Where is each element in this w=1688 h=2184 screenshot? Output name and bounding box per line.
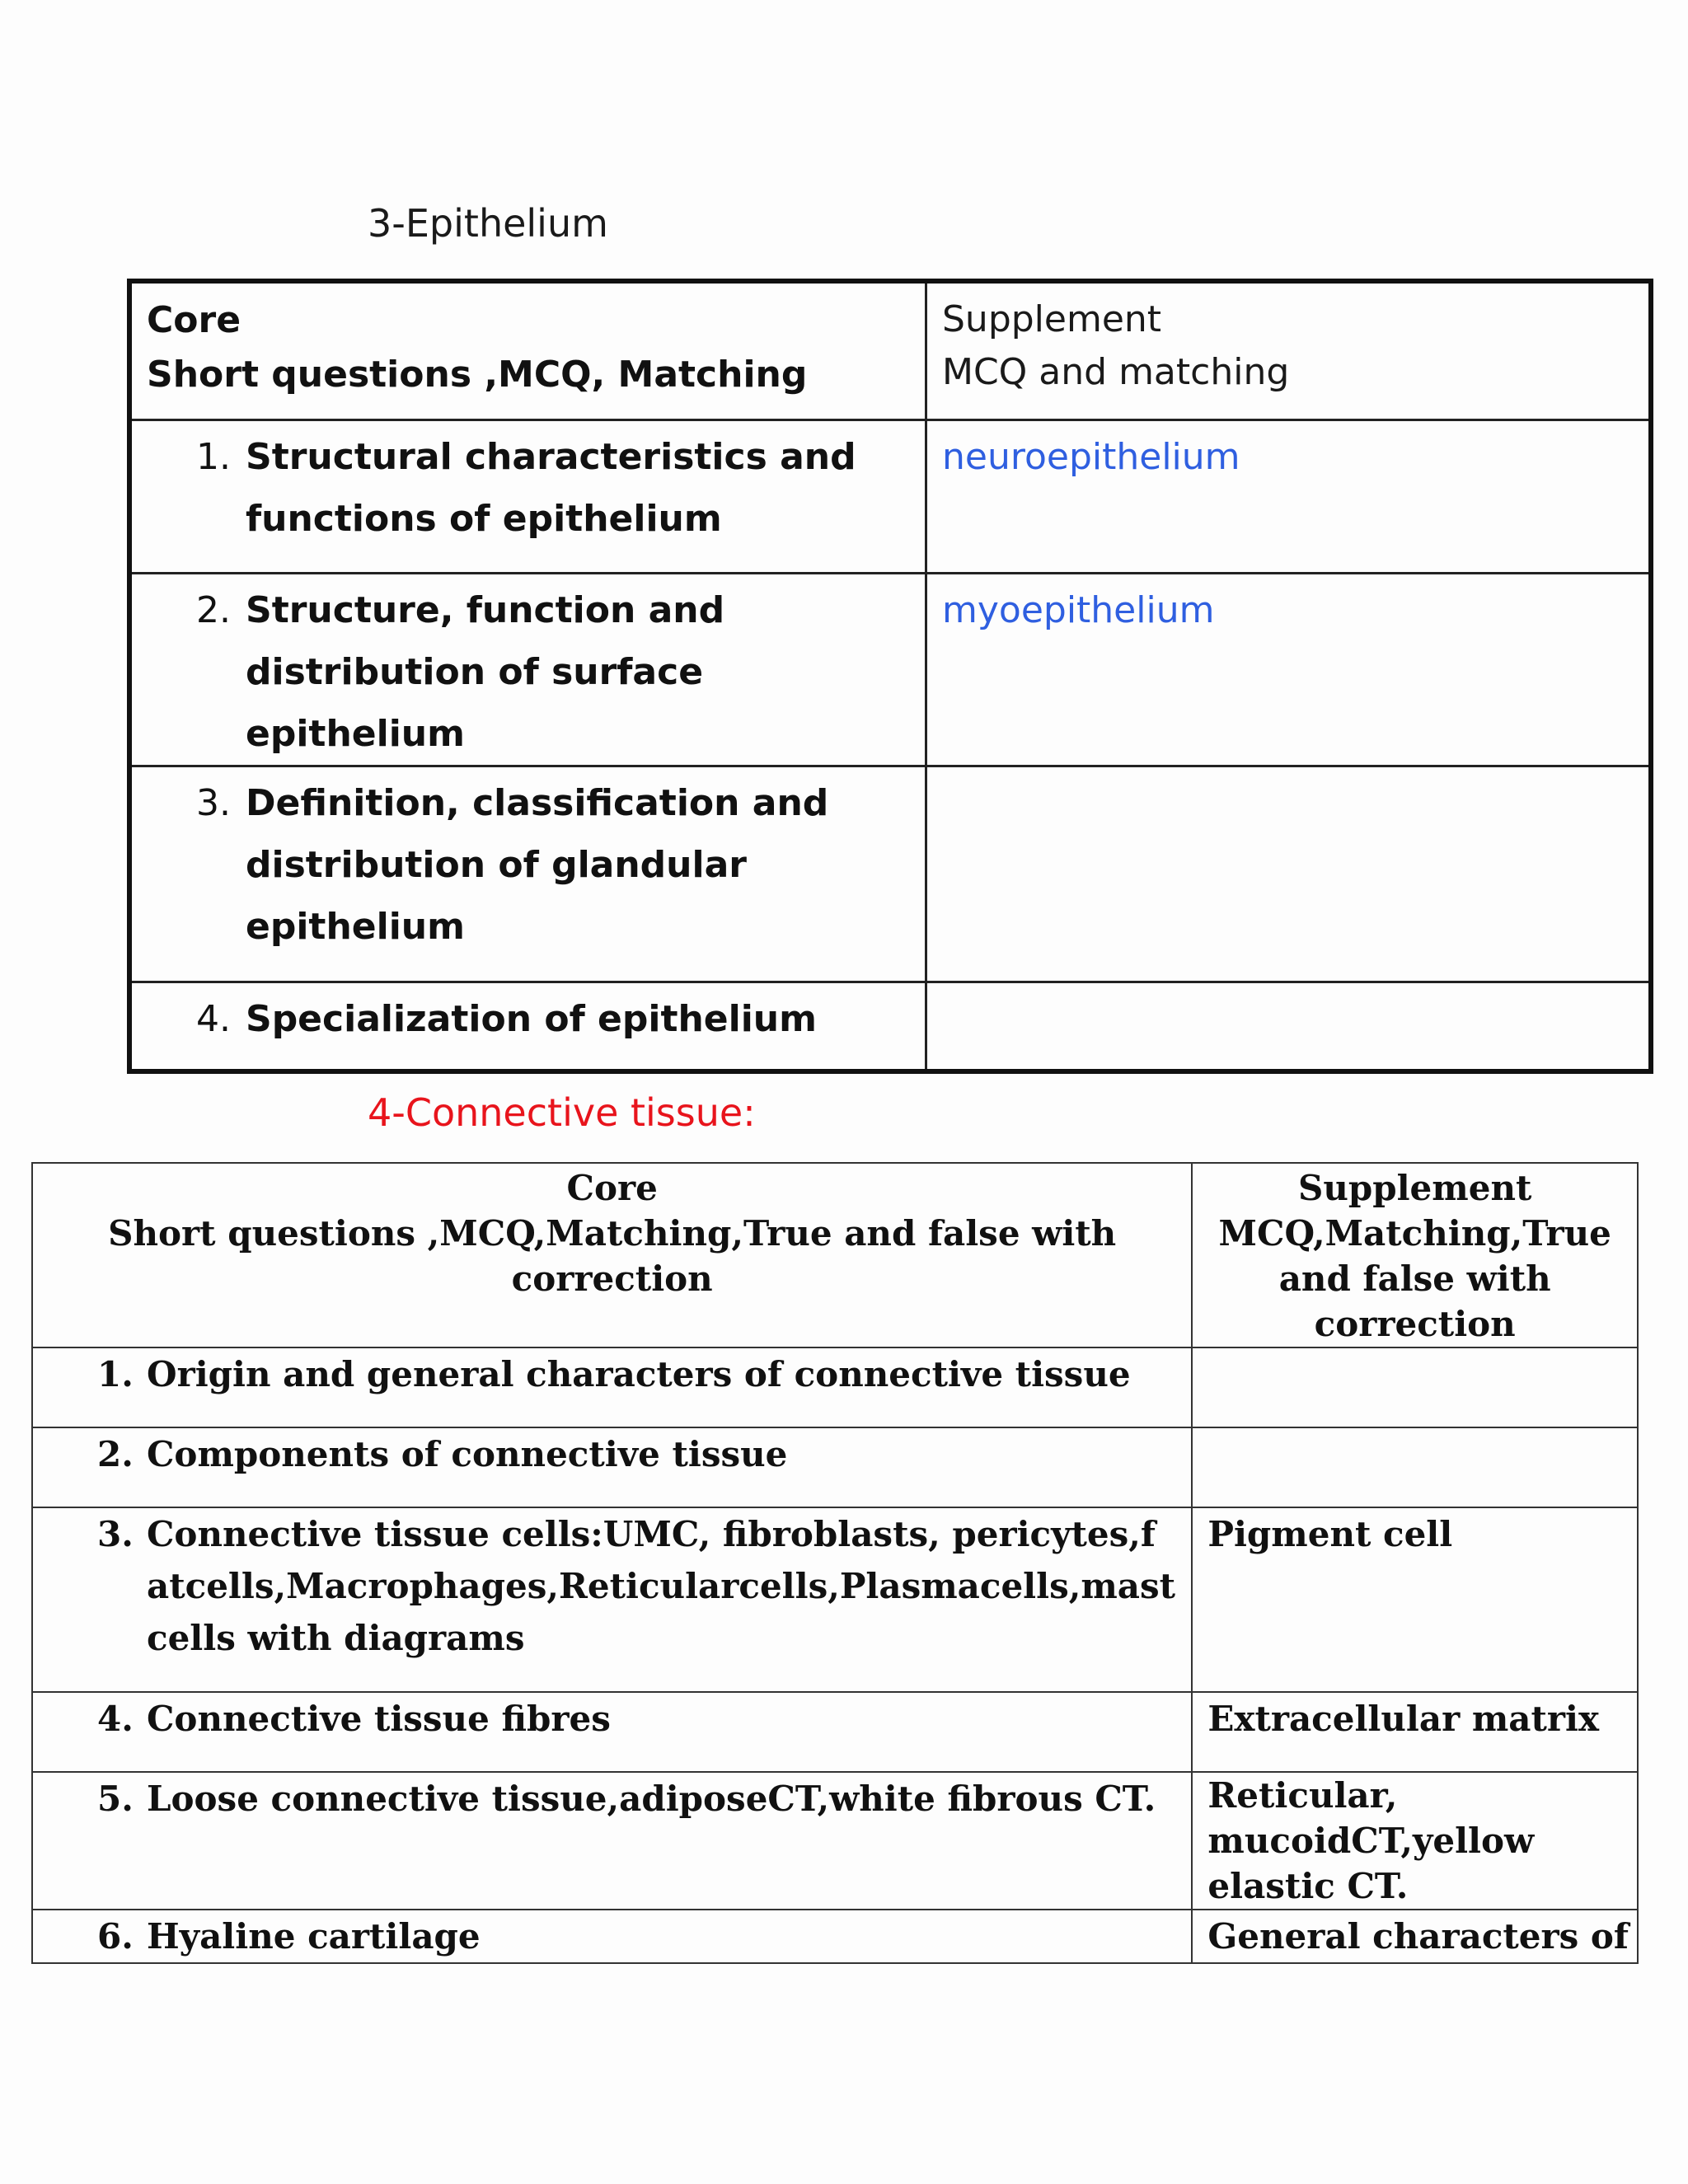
supplement-header-text: Supplement MCQ,Matching,True and false with correction bbox=[1218, 1168, 1611, 1344]
epithelium-table bbox=[127, 279, 1653, 1074]
core-topic: Connective tissue fibres bbox=[147, 1699, 611, 1739]
core-header-cell bbox=[129, 281, 926, 420]
table-header-row bbox=[129, 281, 1651, 420]
table-row bbox=[32, 1910, 1638, 1963]
supplement-topic: myoepithelium bbox=[942, 589, 1215, 631]
connective-tissue-table bbox=[31, 1162, 1639, 1964]
supplement-topic: General characters of bbox=[1207, 1916, 1629, 1957]
item-number: 5. bbox=[97, 1779, 134, 1819]
core-topic: Definition, classification and distribution of glandular epithelium bbox=[246, 782, 829, 948]
core-cell bbox=[32, 1507, 1192, 1692]
core-cell bbox=[129, 574, 926, 766]
item-number: 3. bbox=[196, 782, 231, 824]
core-topic: Structure, function and distribution of surface epithelium bbox=[246, 589, 725, 755]
item-number: 2. bbox=[97, 1434, 134, 1474]
supplement-cell bbox=[1192, 1507, 1638, 1692]
connective-tissue-section-title: 4-Connective tissue: bbox=[368, 1090, 756, 1135]
core-header-subtitle: Short questions ,MCQ,Matching,True and false with correction bbox=[108, 1213, 1117, 1299]
core-cell bbox=[129, 420, 926, 574]
table-row bbox=[32, 1692, 1638, 1772]
supplement-cell bbox=[1192, 1347, 1638, 1427]
supplement-cell bbox=[926, 574, 1652, 766]
supplement-cell bbox=[926, 982, 1652, 1071]
table-row bbox=[32, 1772, 1638, 1910]
table-row bbox=[32, 1507, 1638, 1692]
core-header-cell bbox=[32, 1163, 1192, 1347]
supplement-cell bbox=[1192, 1692, 1638, 1772]
table-header-row bbox=[32, 1163, 1638, 1347]
supplement-cell bbox=[926, 766, 1652, 982]
core-topic: Loose connective tissue,adiposeCT,white fibrous CT. bbox=[147, 1779, 1156, 1819]
table-row bbox=[129, 982, 1651, 1071]
core-topic: Hyaline cartilage bbox=[147, 1916, 481, 1957]
supplement-topic bbox=[927, 767, 1648, 772]
core-topic: Connective tissue cells:UMC, fibroblasts, pericytes,fatcells,Macrophages,Reticularcells,Plasmacells,mast cells with diagrams bbox=[147, 1514, 1176, 1658]
core-cell bbox=[32, 1347, 1192, 1427]
supplement-cell bbox=[1192, 1910, 1638, 1963]
core-cell bbox=[32, 1772, 1192, 1910]
table-row bbox=[129, 574, 1651, 766]
item-number: 4. bbox=[196, 998, 231, 1040]
table-row bbox=[32, 1347, 1638, 1427]
core-cell bbox=[32, 1910, 1192, 1963]
core-topic: Origin and general characters of connective tissue bbox=[147, 1354, 1131, 1394]
table-row bbox=[129, 766, 1651, 982]
supplement-header-cell bbox=[926, 281, 1652, 420]
core-header-subtitle: Short questions ,MCQ, Matching bbox=[147, 354, 808, 396]
item-number: 3. bbox=[97, 1514, 134, 1554]
supplement-topic: Reticular, mucoidCT,yellow elastic CT. bbox=[1207, 1775, 1535, 1906]
core-topic: Structural characteristics and functions of epithelium bbox=[246, 436, 856, 540]
core-topic: Components of connective tissue bbox=[147, 1434, 788, 1474]
supplement-cell bbox=[1192, 1772, 1638, 1910]
item-number: 1. bbox=[97, 1354, 134, 1394]
core-header-title: Core bbox=[566, 1168, 658, 1208]
supplement-cell bbox=[1192, 1427, 1638, 1507]
item-number: 4. bbox=[97, 1699, 134, 1739]
core-cell bbox=[32, 1692, 1192, 1772]
item-number: 2. bbox=[196, 589, 231, 631]
core-cell bbox=[129, 982, 926, 1071]
item-number: 1. bbox=[196, 436, 231, 478]
core-cell bbox=[32, 1427, 1192, 1507]
supplement-header-subtitle: MCQ and matching bbox=[942, 351, 1290, 393]
supplement-header-title: Supplement bbox=[942, 298, 1162, 340]
epithelium-section-title: 3-Epithelium bbox=[368, 201, 608, 246]
supplement-topic: Pigment cell bbox=[1207, 1514, 1453, 1554]
supplement-header-cell bbox=[1192, 1163, 1638, 1347]
supplement-topic: Extracellular matrix bbox=[1207, 1699, 1600, 1739]
table-row bbox=[129, 420, 1651, 574]
supplement-topic: neuroepithelium bbox=[942, 436, 1240, 478]
core-header-title: Core bbox=[147, 299, 241, 341]
table-row bbox=[32, 1427, 1638, 1507]
core-topic: Specialization of epithelium bbox=[246, 998, 817, 1040]
supplement-cell bbox=[926, 420, 1652, 574]
core-cell bbox=[129, 766, 926, 982]
supplement-topic bbox=[927, 983, 1648, 988]
item-number: 6. bbox=[97, 1916, 134, 1957]
